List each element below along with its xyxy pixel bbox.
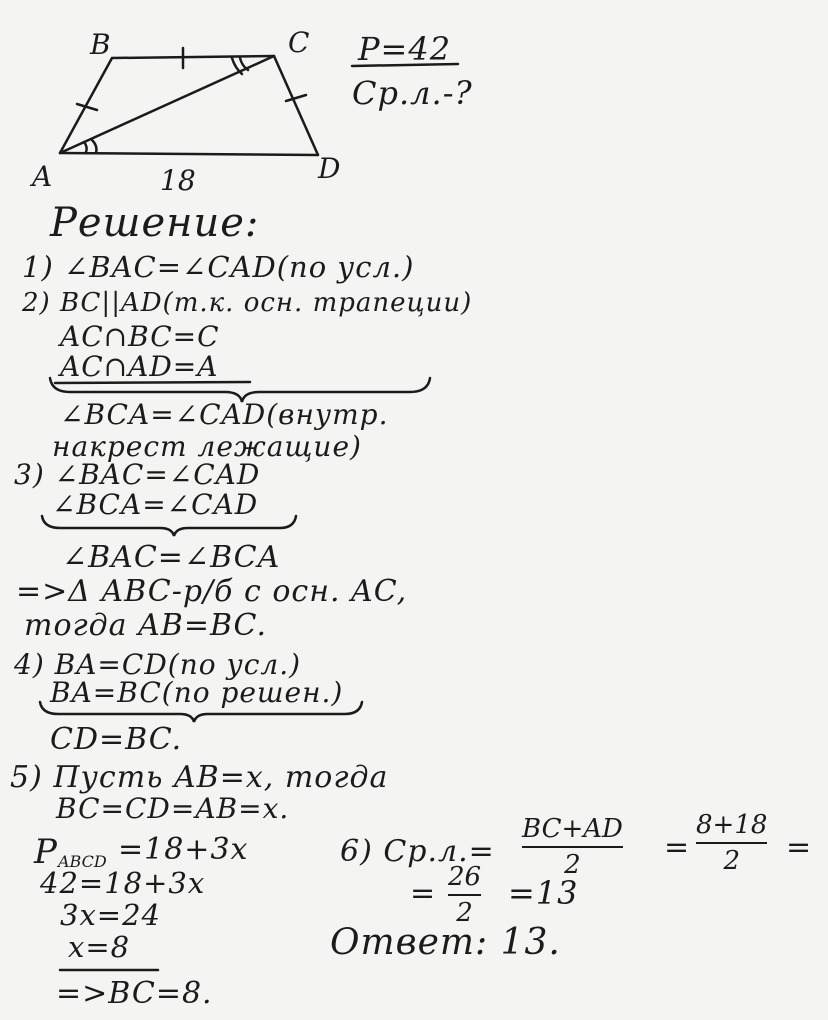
solution-heading: Решение: bbox=[50, 200, 260, 246]
angle-arc-a2 bbox=[84, 142, 87, 152]
solution-line: 2) BC||AD(т.к. осн. трапеции) bbox=[22, 288, 473, 318]
step6-result: =13 bbox=[508, 874, 579, 912]
step6-prefix: 6) Ср.л.= bbox=[340, 834, 495, 869]
solution-line: AC∩AD=A bbox=[60, 350, 219, 383]
step6-fraction-3 bbox=[448, 862, 481, 928]
perimeter-equation: =18+3x bbox=[118, 832, 249, 867]
solution-line: x=8 bbox=[68, 930, 131, 964]
fraction-3-numerator: 26 bbox=[448, 862, 482, 892]
fraction-2-bar bbox=[696, 842, 767, 844]
fraction-2-numerator: 8+18 bbox=[696, 810, 768, 840]
diagonal-ac bbox=[60, 56, 274, 153]
solution-line: CD=BC. bbox=[50, 722, 183, 757]
fraction-1-bar bbox=[522, 846, 623, 848]
solution-line: ∠BCA=∠CAD bbox=[52, 488, 259, 521]
solution-line: AC∩BC=C bbox=[60, 320, 220, 353]
solution-line: 3) ∠BAC=∠CAD bbox=[14, 458, 261, 491]
fraction-3-bar bbox=[448, 894, 481, 896]
fraction-3-denominator: 2 bbox=[456, 898, 473, 928]
side-ad bbox=[60, 153, 318, 155]
given-question: Ср.л.-? bbox=[352, 74, 473, 112]
solution-line: BA=BC(по решен.) bbox=[50, 676, 344, 709]
side-bc bbox=[112, 56, 274, 58]
fraction-1-denominator: 2 bbox=[564, 850, 581, 880]
final-answer: Ответ: 13. bbox=[330, 922, 561, 963]
step6-fraction-2 bbox=[696, 810, 767, 876]
solution-line: BC=CD=AB=x. bbox=[56, 792, 290, 825]
perimeter-symbol: P bbox=[34, 832, 58, 872]
step6-eq-sign-2: = bbox=[786, 830, 813, 865]
tick-cd bbox=[286, 95, 306, 101]
solution-line: тогда AB=BC. bbox=[24, 608, 267, 643]
solution-line: 1) ∠BAC=∠CAD(по усл.) bbox=[22, 250, 415, 284]
vertex-a-label: A bbox=[32, 160, 53, 193]
solution-line: 5) Пусть AB=x, тогда bbox=[10, 760, 389, 795]
fraction-2-denominator: 2 bbox=[723, 846, 740, 876]
base-ad-length: 18 bbox=[160, 164, 196, 197]
step6-fraction-1 bbox=[522, 814, 623, 880]
step6-eq-sign: = bbox=[664, 830, 691, 865]
step6-eq-sign-3: = bbox=[410, 876, 437, 911]
solution-line: ∠BAC=∠BCA bbox=[62, 540, 281, 575]
solution-line: 42=18+3x bbox=[40, 866, 206, 900]
given-perimeter: P=42 bbox=[358, 30, 452, 68]
side-cd bbox=[274, 56, 318, 155]
solution-line: ∠BCA=∠CAD(внутр. bbox=[60, 398, 389, 431]
vertex-c-label: C bbox=[288, 26, 310, 59]
angle-arc-c bbox=[240, 58, 248, 70]
solution-line: =>BC=8. bbox=[56, 976, 213, 1011]
solution-line: =>Δ ABC-р/б с осн. AC, bbox=[16, 574, 408, 609]
angle-arc-a bbox=[92, 140, 97, 153]
vertex-d-label: D bbox=[318, 152, 341, 185]
solution-line: накрест лежащие) bbox=[52, 430, 362, 463]
perimeter-subscript: ABCD bbox=[58, 852, 107, 871]
fraction-1-numerator: BC+AD bbox=[522, 814, 623, 844]
solution-line: 3x=24 bbox=[60, 898, 162, 932]
solution-line: 4) BA=CD(по усл.) bbox=[14, 648, 302, 681]
vertex-b-label: B bbox=[90, 28, 111, 61]
